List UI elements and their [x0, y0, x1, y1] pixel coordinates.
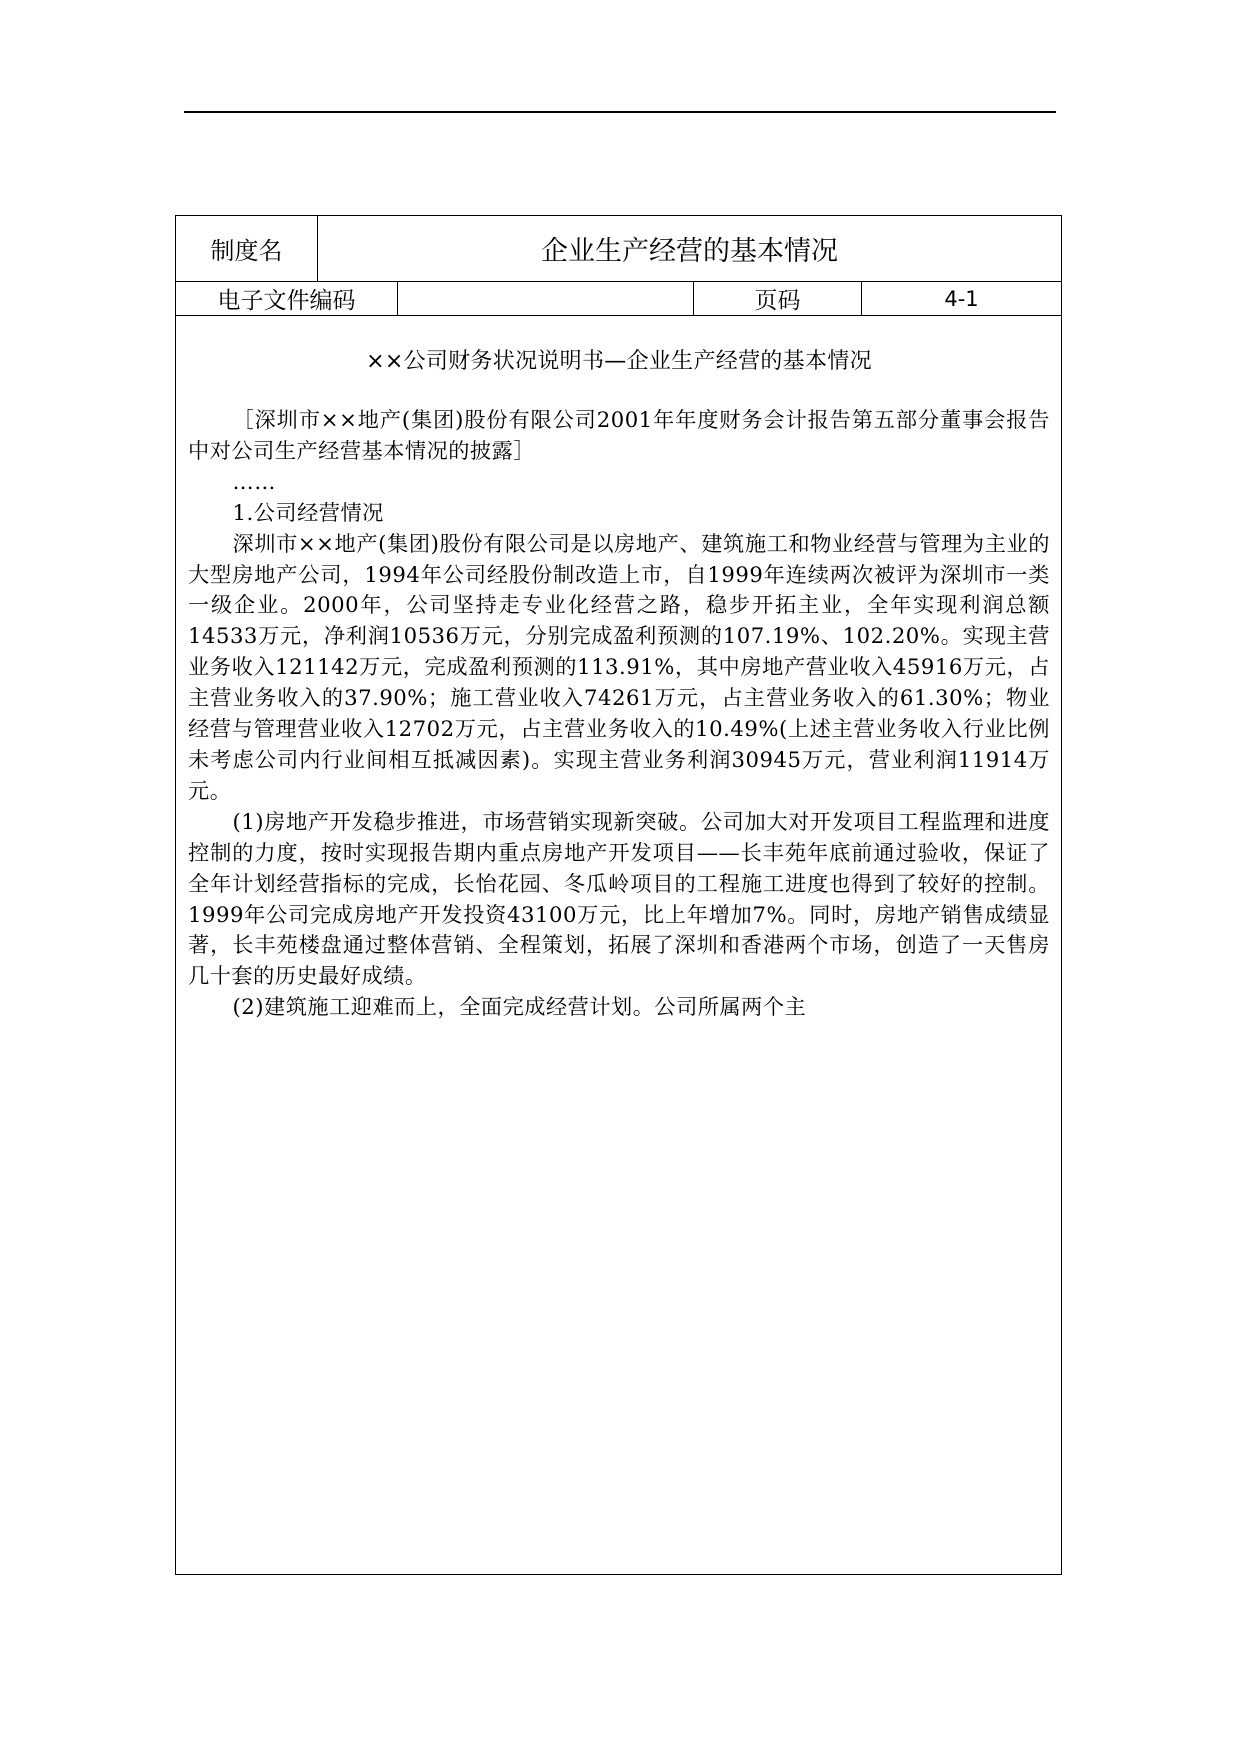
page-label: 页码: [694, 282, 862, 315]
form-row-name: [176, 216, 1061, 282]
section-heading: 1.公司经营情况: [232, 499, 384, 525]
page-value: 4-1: [944, 286, 979, 311]
file-code-value: [398, 282, 694, 315]
page-header-rule: [184, 111, 1056, 113]
document-body: [188, 346, 1050, 1023]
ellipsis: ……: [232, 468, 276, 494]
paragraph-real-estate: (1)房地产开发稳步推进，市场营销实现新突破。公司加大对开发项目工程监理和进度控制的力度，按时实现报告期内重点房地产开发项目——长丰苑年底前通过验收，保证了全年计划经营指标的完成，长怡花园、冬瓜岭项目的工程施工进度也得到了较好的控制。1999年公司完成房地产开发投资43100万元，比上年增加7%。同时，房地产销售成绩显著，长丰苑楼盘通过整体营销、全程策划，拓展了深圳和香港两个市场，创造了一天售房几十套的历史最好成绩。: [188, 808, 1050, 989]
name-value: 企业生产经营的基本情况: [541, 236, 838, 267]
form-row-meta: [176, 282, 1061, 316]
paragraph-overview: 深圳市××地产(集团)股份有限公司是以房地产、建筑施工和物业经营与管理为主业的大型房地产公司，1994年公司经股份制改造上市，自1999年连续两次被评为深圳市一类一级企业。2000年，公司坚持走专业化经营之路，稳步开拓主业，全年实现利润总额14533万元，净利润10536万元，分别完成盈利预测的107.19%、102.20%。实现主营业务收入121142万元，完成盈利预测的113.91%，其中房地产营业收入45916万元，占主营业务收入的37.90%；施工营业收入74261万元，占主营业务收入的61.30%；物业经营与管理营业收入12702万元，占主营业务收入的10.49%(上述主营业务收入行业比例未考虑公司内行业间相互抵减因素)。实现主营业务利润30945万元，营业利润11914万元。: [188, 530, 1050, 803]
file-code-label: 电子文件编码: [176, 282, 398, 315]
intro-note: ［深圳市××地产(集团)股份有限公司2001年年度财务会计报告第五部分董事会报告中对公司生产经营基本情况的披露］: [188, 407, 1050, 463]
name-label: 制度名: [176, 216, 318, 281]
document-title: ××公司财务状况说明书—企业生产经营的基本情况: [366, 349, 872, 374]
paragraph-construction: (2)建筑施工迎难而上，全面完成经营计划。公司所属两个主: [232, 994, 807, 1020]
